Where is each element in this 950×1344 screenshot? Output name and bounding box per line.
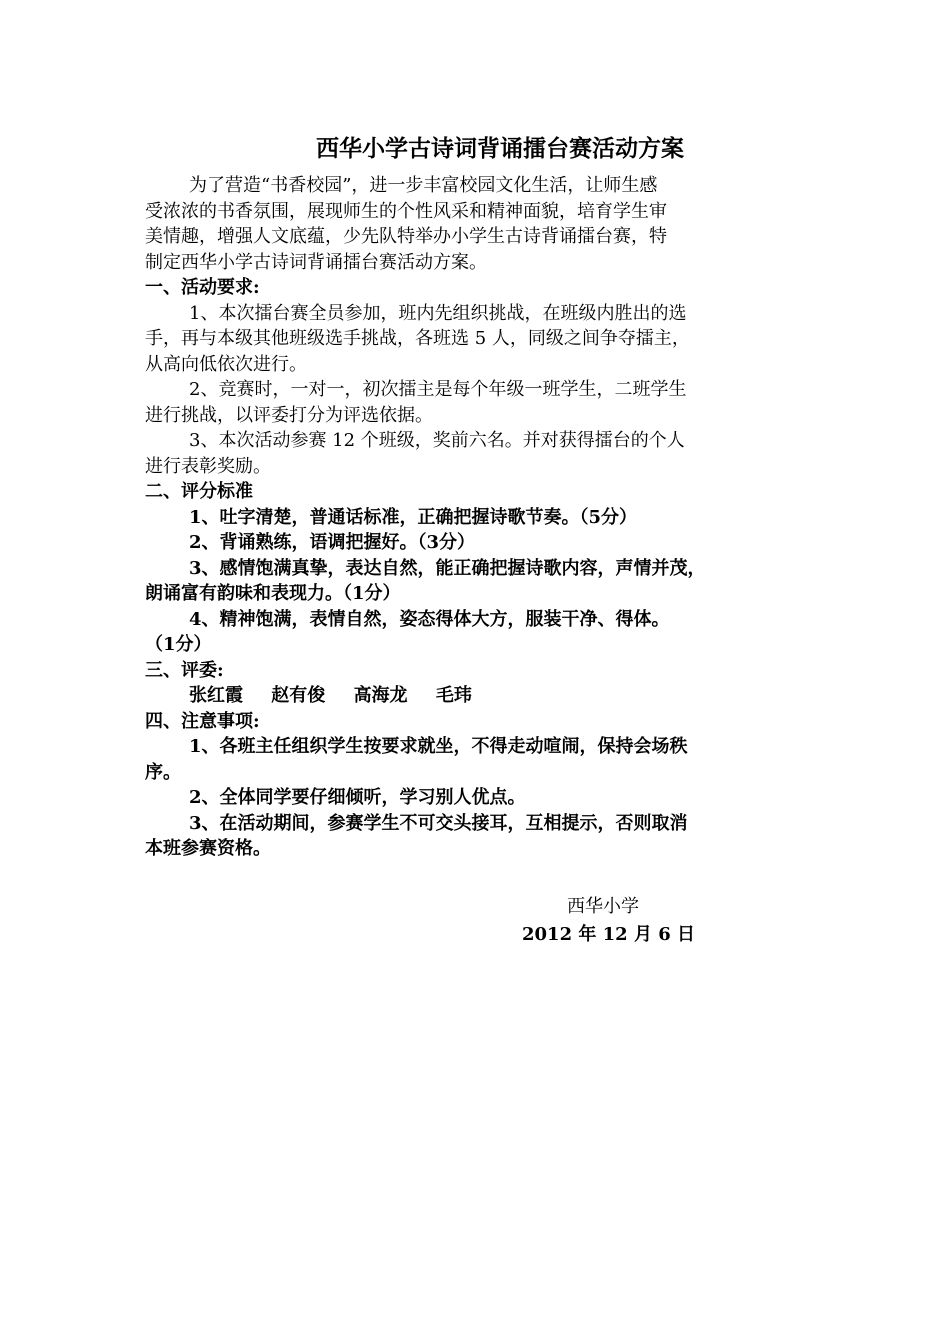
scoring-line: 3、感情饱满真挚，表达自然，能正确把握诗歌内容，声情并茂， — [189, 557, 706, 579]
judge-name: 高海龙 — [353, 685, 408, 706]
requirement-line: 2、竞赛时，一对一，初次擂主是每个年级一班学生，二班学生 — [189, 379, 687, 400]
judge-name: 毛玮 — [435, 685, 472, 706]
requirement-line: 进行表彰奖励。 — [145, 455, 271, 477]
judges-list — [145, 683, 825, 709]
intro-line: 受浓浓的书香氛围，展现师生的个性风采和精神面貌，培育学生审 — [145, 200, 667, 222]
judge-name: 赵有俊 — [271, 685, 326, 706]
signature-organization: 西华小学 — [567, 896, 639, 917]
note-line: 2、全体同学要仔细倾听，学习别人优点。 — [189, 787, 526, 808]
scoring-line: 2、背诵熟练，语调把握好。（3分） — [189, 532, 476, 553]
requirement-line: 3、本次活动参赛 12 个班级，奖前六名。并对获得擂台的个人 — [189, 430, 685, 451]
scoring-line: 1、吐字清楚，普通话标准，正确把握诗歌节奏。（5分） — [189, 506, 638, 528]
scoring-line: 朗诵富有韵味和表现力。（1分） — [145, 583, 401, 604]
signature-date: 2012 年 12 月 6 日 — [522, 924, 696, 945]
section-heading-notes: 四、注意事项: — [145, 710, 260, 732]
note-line: 1、各班主任组织学生按要求就坐，不得走动喧闹，保持会场秩 — [189, 736, 688, 757]
section-heading-requirements: 一、活动要求: — [145, 277, 260, 298]
section-heading-scoring: 二、评分标准 — [145, 481, 253, 502]
intro-line: 美情趣，增强人文底蕴，少先队特举办小学生古诗背诵擂台赛，特 — [145, 226, 667, 247]
document-title: 西华小学古诗词背诵擂台赛活动方案 — [316, 135, 684, 162]
intro-line: 为了营造“书香校园”，进一步丰富校园文化生活，让师生感 — [189, 175, 658, 196]
note-line: 序。 — [145, 761, 181, 783]
intro-line: 制定西华小学古诗词背诵擂台赛活动方案。 — [145, 251, 487, 273]
note-line: 3、在活动期间，参赛学生不可交头接耳，互相提示，否则取消 — [189, 812, 688, 834]
scoring-line: 4、精神饱满，表情自然，姿态得体大方，服装干净、得体。 — [189, 608, 670, 630]
section-heading-judges: 三、评委: — [145, 659, 224, 681]
requirement-line: 1、本次擂台赛全员参加，班内先组织挑战，在班级内胜出的选 — [189, 302, 687, 324]
requirement-line: 手，再与本级其他班级选手挑战，各班选 5 人，同级之间争夺擂主， — [145, 328, 690, 349]
requirement-line: 进行挑战，以评委打分为评选依据。 — [145, 404, 433, 426]
requirement-line: 从高向低依次进行。 — [145, 353, 307, 375]
scoring-line: （1分） — [145, 634, 212, 655]
document-body — [145, 173, 825, 862]
note-line: 本班参赛资格。 — [145, 838, 271, 859]
judge-name: 张红霞 — [189, 685, 243, 706]
